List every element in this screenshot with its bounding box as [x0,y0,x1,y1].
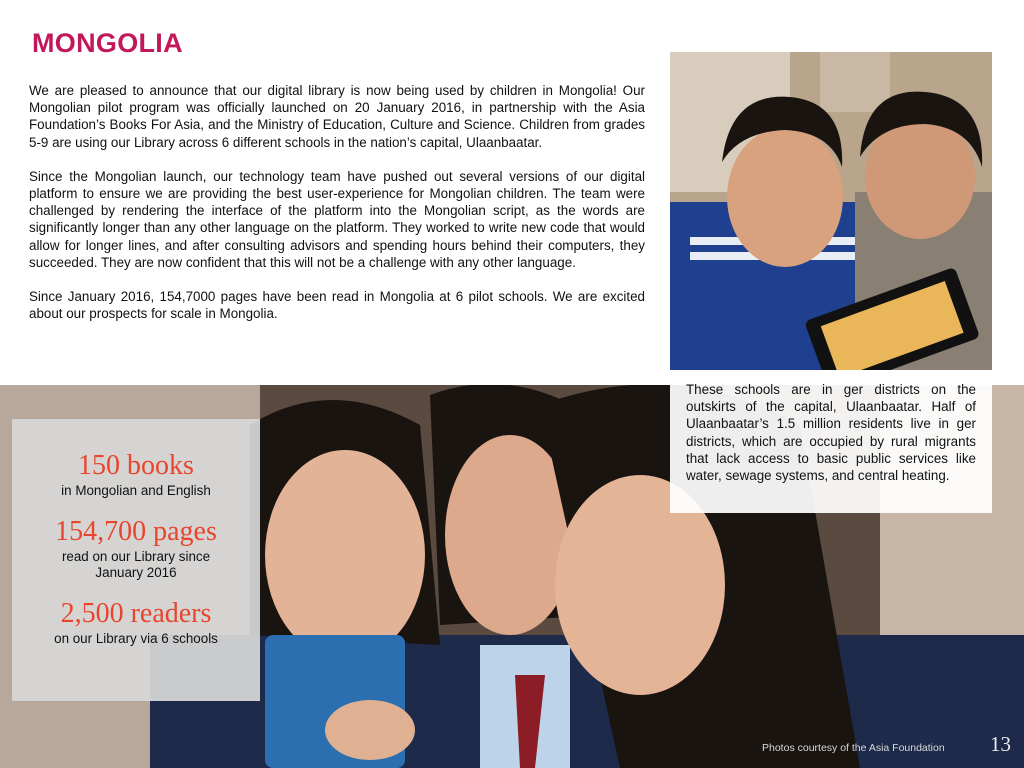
paragraph-1: We are pleased to announce that our digital library is now being used by children in Mongolia! Our Mongolian pilot program was officially launched on 20 January 2016, in partnership with the Asia Foundation’s Books For Asia, and the Ministry of Education, Culture and Science. Children from grades 5-9 are using our Library across 6 different schools in the nation’s capital, Ulaanbaatar. [29,83,645,150]
stat-pages [12,517,260,582]
photo-credit: Photos courtesy of the Asia Foundation [762,742,945,754]
stat-books [12,451,260,500]
paragraph-3: Since January 2016, 154,7000 pages have been read in Mongolia at 6 pilot schools. We are excited about our prospects for scale in Mongolia. [29,289,645,322]
stat-value: 2,500 readers [60,597,212,629]
article-body [29,82,645,339]
paragraph-2: Since the Mongolian launch, our technology team have pushed out several versions of our digital platform to ensure we are providing the best user-experience for Mongolian children. The team were challenged by rendering the interface of the platform into the Mongolian script, as the words are significantly longer than any other language on the platform. They worked to write new code that would allow for longer lines, and after consulting advisors and spending hours behind their computers, they succeeded. They are now confident that this will not be a challenge with any other language. [29,168,645,270]
page-number: 13 [990,732,1011,756]
page-title: MONGOLIA [32,28,183,58]
stat-description: in Mongolian and English [61,483,211,498]
stat-description: on our Library via 6 schools [54,630,218,646]
stat-value: 154,700 pages [55,515,217,547]
stat-value: 150 books [78,450,194,481]
stat-description: read on our Library since January 2016 [61,548,211,580]
caption-box [670,370,992,513]
photo-boys-with-tablet [670,52,992,370]
caption-text: These schools are in ger districts on the outskirts of the capital, Ulaanbaatar. Half of Ulaanbaatar’s 1.5 million residents live in ger districts, which are occupied by rural migrants that lack access to basic public services like water, sewage systems, and central heating. [686,382,976,484]
stats-box [12,419,260,701]
stat-readers [12,599,260,648]
photo-boys-illustration [670,52,992,370]
